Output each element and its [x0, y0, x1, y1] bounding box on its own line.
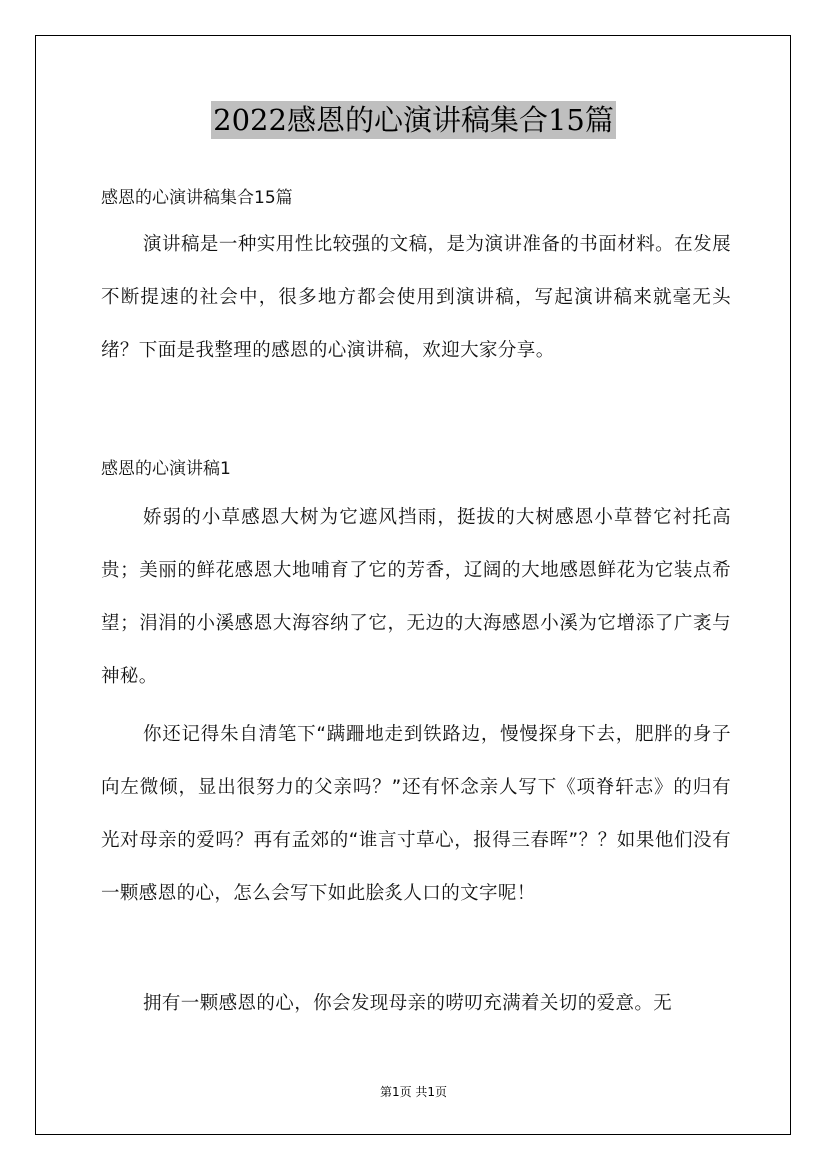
section-heading: 感恩的心演讲稿1: [101, 459, 231, 479]
body-paragraph-2: 你还记得朱自清笔下“蹒跚地走到铁路边，慢慢探身下去，肥胖的身子向左微倾，显出很努力的父亲吗？”还有怀念亲人写下《项脊轩志》的归有光对母亲的爱吗？再有孟郊的“谁言寸草心，报得三春晖”？？如果他们没有一颗感恩的心，怎么会写下如此脍炙人口的文字呢！: [101, 724, 731, 904]
document-title: 2022感恩的心演讲稿集合15篇: [213, 103, 614, 137]
page-footer: 第1页 共1页: [379, 1085, 448, 1099]
body-paragraph-1: 娇弱的小草感恩大树为它遮风挡雨，挺拔的大树感恩小草替它衬托高贵；美丽的鲜花感恩大地哺育了它的芳香，辽阔的大地感恩鲜花为它装点希望；涓涓的小溪感恩大海容纳了它，无边的大海感恩小溪为它增添了广袤与神秘。: [101, 507, 731, 687]
document-subtitle: 感恩的心演讲稿集合15篇: [101, 188, 293, 208]
body-paragraph-3: 拥有一颗感恩的心，你会发现母亲的唠叨充满着关切的爱意。无: [143, 993, 673, 1014]
intro-paragraph: 演讲稿是一种实用性比较强的文稿，是为演讲准备的书面材料。在发展不断提速的社会中，很多地方都会使用到演讲稿，写起演讲稿来就毫无头绪？下面是我整理的感恩的心演讲稿，欢迎大家分享。: [101, 234, 731, 361]
